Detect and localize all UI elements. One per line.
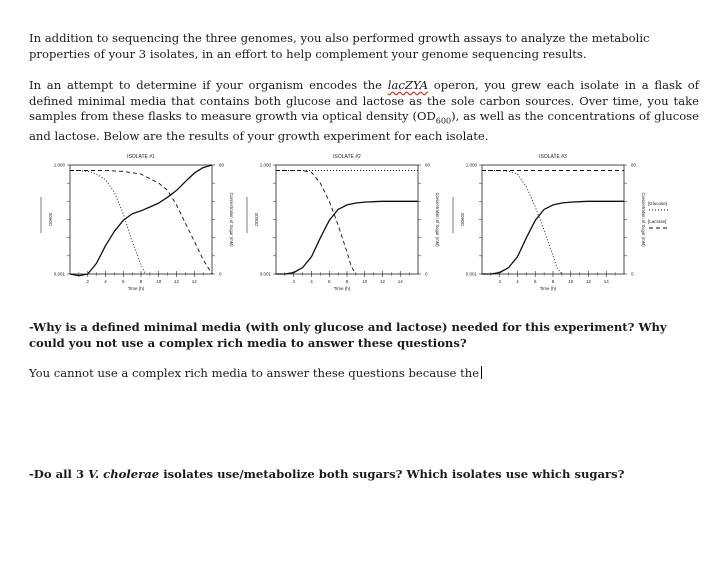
growth-charts — [0, 145, 728, 305]
x-tick-label: 4 — [310, 279, 313, 284]
y-left-axis-label: OD600 — [254, 212, 259, 227]
intro-paragraph: In addition to sequencing the three genomes, you also performed growth assays to analyze the metabolic properties of your 3 isolates, in an effort to help complement your genome sequencing results. — [29, 31, 650, 61]
od-subscript: 600 — [435, 116, 452, 126]
x-tick-label: 6 — [327, 279, 331, 284]
y-left-axis-label: OD600 — [460, 212, 465, 227]
x-tick-label: 10 — [156, 279, 162, 284]
chart-title: ISOLATE #3 — [539, 154, 567, 160]
x-tick-label: 10 — [362, 279, 368, 284]
y-right-tick-label: 0 — [425, 271, 428, 277]
plot-frame — [482, 165, 624, 274]
y-left-tick-label: 1.000 — [465, 162, 477, 168]
y-left-tick-label: 0.001 — [465, 271, 477, 277]
x-tick-label: 8 — [551, 279, 555, 284]
chart-isolate-3 — [453, 154, 668, 291]
chart-title: ISOLATE #1 — [127, 154, 155, 160]
glucose-line — [482, 171, 562, 275]
chart-isolate-1 — [41, 154, 234, 291]
y-right-axis-label: Concentration of Sugar (mM) — [229, 192, 234, 247]
y-right-axis-label: Concentration of Sugar (mM) — [435, 192, 440, 247]
y-left-tick-label: 0.001 — [259, 271, 271, 277]
lactose-line — [70, 171, 212, 275]
od600-line — [276, 201, 418, 274]
y-right-tick-label: 60 — [631, 162, 637, 168]
x-tick-label: 2 — [498, 279, 502, 284]
x-tick-label: 14 — [603, 279, 609, 284]
question-2-pre: -Do all 3 — [29, 467, 89, 481]
x-tick-label: 14 — [397, 279, 403, 284]
glucose-line — [70, 171, 145, 275]
y-right-tick-label: 60 — [425, 162, 431, 168]
y-right-tick-label: 60 — [219, 162, 225, 168]
x-tick-label: 2 — [292, 279, 296, 284]
x-axis-label: Time (h) — [539, 286, 557, 291]
y-left-tick-label: 0.001 — [53, 271, 65, 277]
x-tick-label: 4 — [516, 279, 519, 284]
y-right-tick-label: 0 — [631, 271, 634, 277]
x-tick-label: 12 — [585, 279, 592, 284]
method-text-post: ), as well as the concentrations of glucose and lactose. Below are the results of your growth experiment for each isolate. — [29, 109, 699, 144]
x-tick-label: 10 — [568, 279, 574, 284]
x-tick-label: 8 — [139, 279, 143, 284]
legend-label: [Lactose] — [648, 219, 667, 224]
chart-title: ISOLATE #2 — [333, 154, 361, 160]
y-right-tick-label: 0 — [219, 271, 222, 277]
legend-label: [Glucose] — [648, 201, 668, 206]
y-right-axis-label: Concentration of Sugar (mM) — [641, 192, 646, 247]
x-tick-label: 6 — [121, 279, 125, 284]
plot-frame — [276, 165, 418, 274]
question-2 — [29, 467, 699, 483]
method-text-pre: In an attempt to determine if your organism encodes the — [29, 78, 382, 92]
text-cursor — [481, 366, 482, 379]
lac-operon-name[interactable]: lacZYA — [387, 78, 429, 92]
species-name: V. cholerae — [88, 467, 160, 481]
question-2-post: isolates use/metabolize both sugars? Which isolates use which sugars? — [159, 467, 625, 481]
x-tick-label: 12 — [173, 279, 180, 284]
x-tick-label: 2 — [86, 279, 90, 284]
od600-line — [70, 165, 212, 276]
glucose-line — [276, 171, 356, 275]
x-axis-label: Time (h) — [333, 286, 351, 291]
x-tick-label: 14 — [191, 279, 197, 284]
answer-1-field[interactable] — [29, 366, 699, 382]
y-left-tick-label: 1.000 — [259, 162, 271, 168]
method-paragraph — [29, 78, 699, 145]
x-axis-label: Time (h) — [127, 286, 145, 291]
od600-line — [482, 201, 624, 274]
question-1: -Why is a defined minimal media (with only glucose and lactose) needed for this experiment? Why could you not use a complex rich media to answer these questions? — [29, 320, 667, 350]
x-tick-label: 12 — [379, 279, 386, 284]
x-tick-label: 6 — [533, 279, 537, 284]
method-text-mid: operon, you grew each isolate in a flask of defined minimal media that contains both glucose and lactose as the sole carbon sources. Over time, you take samples from these flasks to measure growth via optical density (OD — [29, 78, 700, 124]
answer-1-text: You cannot use a complex rich media to answer these questions because the — [29, 366, 480, 380]
y-left-tick-label: 1.000 — [53, 162, 65, 168]
y-left-axis-label: OD600 — [48, 212, 53, 227]
plot-frame — [70, 165, 212, 274]
x-tick-label: 4 — [104, 279, 107, 284]
x-tick-label: 8 — [345, 279, 349, 284]
chart-isolate-2 — [247, 154, 440, 291]
